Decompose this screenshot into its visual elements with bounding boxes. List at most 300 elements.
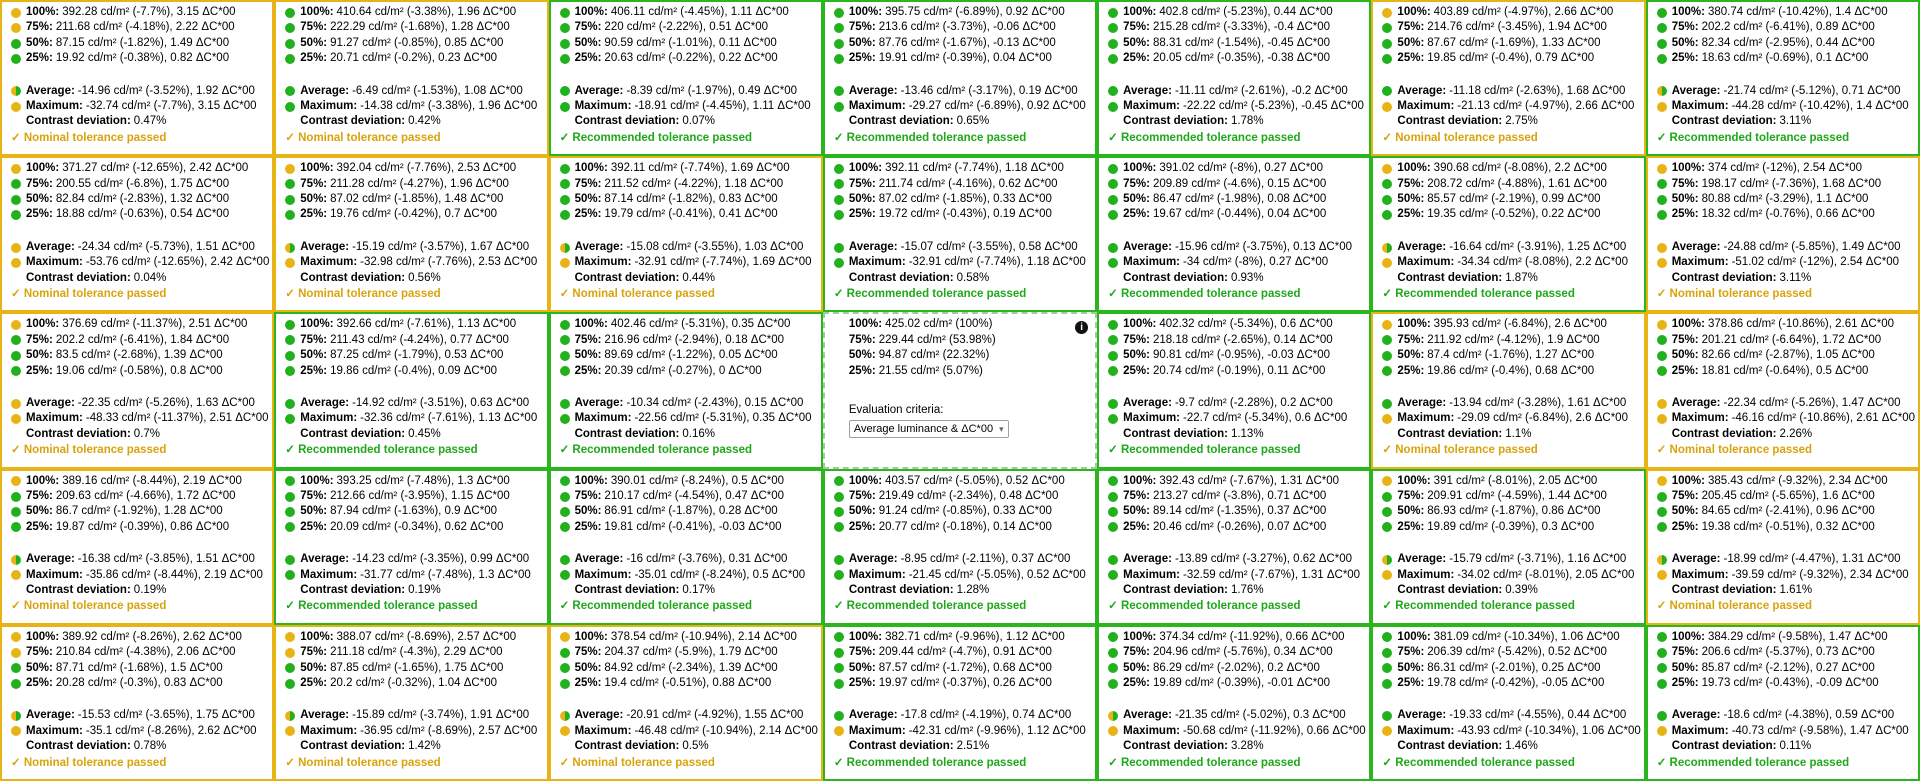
- status-dot-icon: [560, 195, 570, 205]
- status-dot-icon: [834, 195, 844, 205]
- blank-dot-icon: [11, 742, 21, 752]
- status-dot-icon: [560, 476, 570, 486]
- level-p100-row: [285, 5, 537, 20]
- maximum-row: [560, 411, 812, 426]
- level-value: 389.92 cd/m² (-8.26%), 2.62 ΔC*00: [62, 630, 242, 643]
- average-label: Average:: [574, 240, 624, 253]
- tolerance-status: ✓ Recommended tolerance passed: [1108, 600, 1301, 613]
- level-p100-row: [1108, 5, 1360, 20]
- level-p75-row: [834, 177, 1086, 192]
- contrast-row: [1657, 271, 1909, 286]
- maximum-label: Maximum:: [1397, 568, 1455, 581]
- average-label: Average:: [574, 709, 624, 722]
- level-p50-row: [11, 661, 263, 676]
- level-value: 392.66 cd/m² (-7.61%), 1.13 ΔC*00: [336, 318, 517, 331]
- level-p25-row: [1382, 520, 1634, 535]
- level-p75-row: [1382, 333, 1634, 348]
- level-label: 25%:: [574, 364, 602, 377]
- level-label: 100%:: [300, 630, 334, 643]
- maximum-label: Maximum:: [1123, 100, 1181, 113]
- level-value: 87.71 cd/m² (-1.68%), 1.5 ΔC*00: [55, 661, 223, 674]
- average-value: -8.95 cd/m² (-2.11%), 0.37 ΔC*00: [900, 553, 1071, 566]
- maximum-value: -50.68 cd/m² (-11.92%), 0.66 ΔC*00: [1183, 724, 1366, 737]
- spacer: [11, 223, 263, 240]
- status-dot-icon: [285, 663, 295, 673]
- level-value: 216.96 cd/m² (-2.94%), 0.18 ΔC*00: [604, 333, 785, 346]
- maximum-value: -22.56 cd/m² (-5.31%), 0.35 ΔC*00: [634, 412, 812, 425]
- maximum-value: -35.1 cd/m² (-8.26%), 2.62 ΔC*00: [85, 724, 257, 737]
- average-label: Average:: [848, 240, 898, 253]
- status-dot-icon: [1382, 210, 1392, 220]
- maximum-label: Maximum:: [26, 256, 83, 269]
- measurement-patch: [274, 469, 548, 625]
- level-label: 25%:: [848, 364, 876, 377]
- status-dot-icon: [1657, 648, 1667, 658]
- level-value: 206.6 cd/m² (-5.37%), 0.73 ΔC*00: [1701, 646, 1875, 659]
- tolerance-status: ✓ Recommended tolerance passed: [1108, 444, 1301, 457]
- status-dot-icon: [11, 86, 21, 96]
- maximum-label: Maximum:: [1671, 412, 1729, 425]
- level-p25-row: [1657, 364, 1909, 379]
- measurement-patch: [1646, 469, 1920, 625]
- level-label: 25%:: [1671, 676, 1699, 689]
- contrast-row: [1657, 114, 1909, 129]
- level-p25-row: [1108, 520, 1360, 535]
- level-value: 87.15 cd/m² (-1.82%), 1.49 ΔC*00: [55, 36, 230, 49]
- contrast-value: 0.47%: [133, 115, 167, 128]
- status-dot-icon: [1382, 399, 1392, 409]
- level-value: 218.18 cd/m² (-2.65%), 0.14 ΔC*00: [1153, 333, 1333, 346]
- status-dot-icon: [1657, 399, 1667, 409]
- level-label: 25%:: [1123, 52, 1150, 65]
- level-label: 100%:: [1123, 162, 1157, 175]
- status-dot-icon: [1382, 711, 1392, 721]
- average-row: [834, 84, 1086, 99]
- spacer: [11, 691, 263, 708]
- level-label: 50%:: [574, 505, 602, 518]
- status-dot-icon: [1657, 663, 1667, 673]
- level-label: 100%:: [1671, 474, 1705, 487]
- maximum-value: -32.74 cd/m² (-7.7%), 3.15 ΔC*00: [85, 100, 257, 113]
- tolerance-status: ✓ Recommended tolerance passed: [559, 131, 752, 144]
- level-p100-row: [1108, 161, 1360, 176]
- average-row: [1657, 84, 1909, 99]
- level-value: 211.68 cd/m² (-4.18%), 2.22 ΔC*00: [55, 21, 235, 34]
- status-dot-icon: [1382, 726, 1392, 736]
- level-value: 87.14 cd/m² (-1.82%), 0.83 ΔC*00: [604, 193, 778, 205]
- measurement-patch: [1371, 0, 1645, 156]
- maximum-label: Maximum:: [26, 412, 83, 425]
- contrast-label: Contrast deviation:: [574, 427, 680, 440]
- level-p25-row: [560, 364, 812, 379]
- status-dot-icon: [560, 492, 570, 502]
- average-value: -15.53 cd/m² (-3.65%), 1.75 ΔC*00: [77, 709, 255, 722]
- level-value: 403.57 cd/m² (-5.05%), 0.52 ΔC*00: [885, 474, 1065, 487]
- contrast-value: 1.28%: [956, 584, 990, 596]
- level-value: 90.81 cd/m² (-0.95%), -0.03 ΔC*00: [1153, 349, 1331, 362]
- status-dot-icon: [560, 507, 570, 517]
- status-dot-icon: [285, 399, 295, 409]
- level-p75-row: [560, 645, 812, 660]
- status-dot-icon: [285, 258, 295, 268]
- maximum-label: Maximum:: [300, 568, 358, 581]
- level-p100-row: [285, 161, 537, 176]
- average-row: [285, 396, 537, 411]
- level-value: 390.68 cd/m² (-8.08%), 2.2 ΔC*00: [1433, 162, 1607, 175]
- maximum-value: -34 cd/m² (-8%), 0.27 ΔC*00: [1183, 256, 1329, 269]
- level-label: 75%:: [1671, 333, 1699, 346]
- status-dot-icon: [1657, 679, 1667, 689]
- status-dot-icon: [834, 102, 844, 112]
- status-dot-icon: [1657, 8, 1667, 18]
- status-dot-icon: [11, 570, 21, 580]
- maximum-value: -36.95 cd/m² (-8.69%), 2.57 ΔC*00: [360, 724, 538, 737]
- contrast-row: [1657, 739, 1909, 754]
- level-value: 210.84 cd/m² (-4.38%), 2.06 ΔC*00: [55, 646, 236, 659]
- status-dot-icon: [1382, 351, 1392, 361]
- status-dot-icon: [11, 210, 21, 220]
- level-label: 25%:: [26, 520, 53, 533]
- level-value: 87.85 cd/m² (-1.65%), 1.75 ΔC*00: [330, 661, 504, 674]
- status-dot-icon: [1382, 86, 1392, 96]
- tolerance-status: ✓ Nominal tolerance passed: [11, 756, 167, 769]
- level-p100-row: [1382, 630, 1634, 645]
- contrast-row: [834, 739, 1086, 754]
- spacer: [834, 223, 1086, 240]
- status-dot-icon: [834, 39, 844, 49]
- level-p75-row: [1657, 177, 1909, 192]
- status-dot-icon: [285, 335, 295, 345]
- spacer: [560, 223, 812, 240]
- level-p75-row: [1382, 489, 1634, 504]
- measurement-patch: [1371, 156, 1645, 312]
- level-p50-row: [285, 661, 537, 676]
- level-label: 75%:: [848, 646, 876, 659]
- status-dot-icon: [11, 507, 21, 517]
- status-dot-icon: [11, 195, 21, 205]
- level-label: 25%:: [574, 520, 602, 533]
- level-label: 100%:: [26, 6, 60, 18]
- average-value: -15.07 cd/m² (-3.55%), 0.58 ΔC*00: [900, 240, 1078, 253]
- level-label: 25%:: [574, 208, 602, 221]
- spacer: [11, 535, 263, 552]
- level-p25-row: [1382, 364, 1634, 379]
- measurement-patch: [1646, 312, 1920, 468]
- level-value: 19.81 cd/m² (-0.41%), -0.03 ΔC*00: [604, 520, 782, 533]
- blank-dot-icon: [285, 742, 295, 752]
- level-label: 100%:: [574, 318, 608, 331]
- contrast-label: Contrast deviation:: [26, 427, 131, 440]
- average-row: [1657, 708, 1909, 723]
- level-p50-row: [1108, 661, 1360, 676]
- average-row: [1108, 552, 1360, 567]
- status-dot-icon: [560, 366, 570, 376]
- status-dot-icon: [1108, 54, 1118, 64]
- status-dot-icon: [1382, 8, 1392, 18]
- spacer: [560, 535, 812, 552]
- status-dot-icon: [834, 726, 844, 736]
- level-label: 25%:: [1123, 364, 1150, 377]
- level-label: 75%:: [26, 21, 53, 34]
- contrast-value: 3.11%: [1779, 115, 1812, 128]
- level-label: 100%:: [1397, 162, 1431, 175]
- reference-p100-row: [834, 317, 1086, 332]
- level-p25-row: [834, 676, 1086, 691]
- status-dot-icon: [285, 414, 295, 424]
- level-p25-row: [1382, 51, 1634, 66]
- maximum-row: [560, 568, 812, 583]
- measurement-patch: [274, 0, 548, 156]
- status-dot-icon: [1657, 476, 1667, 486]
- level-label: 50%:: [1123, 661, 1150, 674]
- status-dot-icon: [1108, 179, 1118, 189]
- contrast-row: [285, 427, 537, 442]
- contrast-value: 0.19%: [133, 584, 167, 596]
- status-dot-icon: [560, 522, 570, 532]
- level-p50-row: [285, 348, 537, 363]
- level-label: 75%:: [848, 333, 876, 346]
- contrast-value: 3.11%: [1779, 271, 1812, 284]
- tolerance-status: ✓ Nominal tolerance passed: [1382, 131, 1538, 144]
- contrast-value: 2.75%: [1505, 115, 1538, 128]
- average-row: [1657, 240, 1909, 255]
- reference-value: 94.87 cd/m² (22.32%): [878, 349, 990, 362]
- average-label: Average:: [1671, 709, 1721, 722]
- level-label: 100%:: [1397, 474, 1431, 487]
- contrast-row: [11, 114, 263, 129]
- contrast-row: [560, 114, 812, 129]
- level-value: 208.72 cd/m² (-4.88%), 1.61 ΔC*00: [1427, 177, 1607, 190]
- spacer: [1108, 379, 1360, 396]
- status-dot-icon: [834, 570, 844, 580]
- tolerance-status: ✓ Recommended tolerance passed: [559, 600, 752, 613]
- maximum-label: Maximum:: [300, 100, 358, 113]
- status-dot-icon: [1382, 679, 1392, 689]
- average-value: -16.38 cd/m² (-3.85%), 1.51 ΔC*00: [77, 553, 255, 566]
- level-label: 25%:: [26, 208, 53, 221]
- average-label: Average:: [1671, 240, 1721, 253]
- level-label: 50%:: [1123, 193, 1150, 205]
- level-value: 212.66 cd/m² (-3.95%), 1.15 ΔC*00: [330, 489, 510, 502]
- measurement-patch: [823, 469, 1097, 625]
- average-value: -16 cd/m² (-3.76%), 0.31 ΔC*00: [626, 553, 788, 566]
- status-dot-icon: [834, 648, 844, 658]
- level-p25-row: [1657, 51, 1909, 66]
- status-dot-icon: [285, 507, 295, 517]
- level-label: 50%:: [1397, 36, 1425, 49]
- maximum-row: [1657, 568, 1909, 583]
- maximum-label: Maximum:: [1671, 100, 1729, 113]
- level-p50-row: [560, 348, 812, 363]
- contrast-row: [834, 583, 1086, 598]
- level-value: 82.34 cd/m² (-2.95%), 0.44 ΔC*00: [1701, 36, 1875, 49]
- status-dot-icon: [834, 210, 844, 220]
- average-value: -13.89 cd/m² (-3.27%), 0.62 ΔC*00: [1174, 553, 1353, 566]
- average-row: [285, 708, 537, 723]
- level-label: 25%:: [1671, 208, 1699, 221]
- level-label: 75%:: [300, 21, 328, 34]
- contrast-row: [285, 271, 537, 286]
- maximum-row: [834, 568, 1086, 583]
- status-dot-icon: [285, 711, 295, 721]
- status-dot-icon: [1657, 711, 1667, 721]
- level-p25-row: [1382, 676, 1634, 691]
- status-dot-icon: [560, 23, 570, 33]
- level-label: 100%:: [1123, 318, 1157, 331]
- level-p100-row: [1657, 5, 1909, 20]
- status-dot-icon: [1657, 210, 1667, 220]
- level-p25-row: [11, 51, 263, 66]
- level-p25-row: [560, 520, 812, 535]
- level-label: 75%:: [574, 646, 602, 659]
- level-value: 210.17 cd/m² (-4.54%), 0.47 ΔC*00: [604, 489, 785, 502]
- status-dot-icon: [1108, 23, 1118, 33]
- spacer: [1382, 67, 1634, 84]
- level-value: 395.75 cd/m² (-6.89%), 0.92 ΔC*00: [885, 6, 1065, 18]
- level-p75-row: [11, 645, 263, 660]
- level-value: 388.07 cd/m² (-8.69%), 2.57 ΔC*00: [336, 630, 517, 643]
- average-label: Average:: [574, 397, 624, 409]
- level-value: 204.37 cd/m² (-5.9%), 1.79 ΔC*00: [604, 646, 778, 659]
- level-p75-row: [560, 333, 812, 348]
- maximum-value: -21.13 cd/m² (-4.97%), 2.66 ΔC*00: [1457, 100, 1635, 113]
- contrast-label: Contrast deviation:: [1671, 427, 1777, 440]
- level-p75-row: [1382, 177, 1634, 192]
- contrast-value: 1.76%: [1230, 584, 1264, 596]
- level-p100-row: [834, 474, 1086, 489]
- average-value: -17.8 cd/m² (-4.19%), 0.74 ΔC*00: [900, 709, 1072, 722]
- status-dot-icon: [1657, 351, 1667, 361]
- status-dot-icon: [1108, 351, 1118, 361]
- level-value: 86.7 cd/m² (-1.92%), 1.28 ΔC*00: [55, 505, 223, 518]
- measurement-patch: [0, 312, 274, 468]
- level-label: 25%:: [300, 52, 328, 65]
- contrast-label: Contrast deviation:: [26, 115, 131, 128]
- level-label: 50%:: [1123, 349, 1150, 362]
- contrast-value: 1.42%: [408, 740, 441, 753]
- maximum-label: Maximum:: [26, 100, 83, 113]
- level-p50-row: [11, 348, 263, 363]
- status-dot-icon: [11, 679, 21, 689]
- level-label: 50%:: [1397, 661, 1425, 674]
- measurement-patch: [1646, 0, 1920, 156]
- average-label: Average:: [574, 553, 624, 566]
- level-label: 25%:: [1123, 520, 1150, 533]
- status-dot-icon: [1382, 663, 1392, 673]
- level-value: 381.09 cd/m² (-10.34%), 1.06 ΔC*00: [1433, 630, 1620, 643]
- contrast-label: Contrast deviation:: [1123, 115, 1228, 128]
- average-row: [285, 84, 537, 99]
- spacer: [1108, 535, 1360, 552]
- level-value: 88.31 cd/m² (-1.54%), -0.45 ΔC*00: [1153, 36, 1331, 49]
- level-value: 19.89 cd/m² (-0.39%), 0.3 ΔC*00: [1427, 520, 1595, 533]
- measurement-patch: [0, 0, 274, 156]
- level-label: 25%:: [1397, 676, 1425, 689]
- level-value: 19.67 cd/m² (-0.44%), 0.04 ΔC*00: [1153, 208, 1327, 221]
- status-dot-icon: [1108, 210, 1118, 220]
- level-label: 50%:: [1671, 349, 1699, 362]
- average-row: [1108, 240, 1360, 255]
- maximum-label: Maximum:: [300, 256, 358, 269]
- level-p50-row: [1382, 504, 1634, 519]
- level-p50-row: [560, 504, 812, 519]
- level-label: 75%:: [574, 177, 602, 190]
- contrast-value: 0.11%: [1779, 740, 1812, 753]
- level-value: 87.67 cd/m² (-1.69%), 1.33 ΔC*00: [1427, 36, 1601, 49]
- level-p50-row: [1108, 348, 1360, 363]
- spacer: [834, 691, 1086, 708]
- status-dot-icon: [11, 414, 21, 424]
- contrast-label: Contrast deviation:: [26, 271, 131, 284]
- info-icon[interactable]: i: [1075, 321, 1088, 334]
- level-p75-row: [285, 20, 537, 35]
- status-dot-icon: [560, 86, 570, 96]
- level-label: 75%:: [26, 646, 53, 659]
- level-value: 204.96 cd/m² (-5.76%), 0.34 ΔC*00: [1153, 646, 1333, 659]
- average-value: -24.34 cd/m² (-5.73%), 1.51 ΔC*00: [77, 240, 255, 253]
- level-label: 25%:: [574, 52, 602, 65]
- status-dot-icon: [834, 54, 844, 64]
- level-value: 19.73 cd/m² (-0.43%), -0.09 ΔC*00: [1701, 676, 1879, 689]
- tolerance-status: ✓ Recommended tolerance passed: [1108, 288, 1301, 301]
- contrast-row: [1657, 583, 1909, 598]
- level-value: 83.5 cd/m² (-2.68%), 1.39 ΔC*00: [55, 349, 223, 362]
- maximum-row: [1382, 724, 1641, 739]
- status-dot-icon: [11, 632, 21, 642]
- contrast-value: 0.93%: [1230, 271, 1264, 284]
- level-label: 25%:: [1671, 520, 1699, 533]
- spacer: [1108, 691, 1360, 708]
- level-label: 75%:: [300, 333, 328, 346]
- criteria-select[interactable]: [849, 420, 1009, 438]
- maximum-value: -32.91 cd/m² (-7.74%), 1.18 ΔC*00: [908, 256, 1086, 269]
- level-value: 392.43 cd/m² (-7.67%), 1.31 ΔC*00: [1159, 474, 1340, 487]
- level-value: 86.29 cd/m² (-2.02%), 0.2 ΔC*00: [1153, 661, 1320, 674]
- level-p75-row: [11, 177, 263, 192]
- level-value: 220 cd/m² (-2.22%), 0.51 ΔC*00: [604, 21, 769, 34]
- maximum-label: Maximum:: [574, 412, 632, 425]
- level-p100-row: [1657, 317, 1909, 332]
- tolerance-status: ✓ Recommended tolerance passed: [1108, 131, 1301, 144]
- level-value: 211.18 cd/m² (-4.3%), 2.29 ΔC*00: [330, 646, 503, 659]
- contrast-value: 1.87%: [1505, 271, 1538, 284]
- level-value: 380.74 cd/m² (-10.42%), 1.4 ΔC*00: [1707, 6, 1888, 18]
- average-row: [560, 84, 812, 99]
- reference-patch: [823, 312, 1097, 468]
- level-p50-row: [11, 504, 263, 519]
- level-p75-row: [1382, 20, 1634, 35]
- maximum-label: Maximum:: [1397, 100, 1455, 113]
- maximum-label: Maximum:: [574, 100, 632, 113]
- status-dot-icon: [1382, 335, 1392, 345]
- blank-dot-icon: [834, 742, 844, 752]
- average-value: -15.89 cd/m² (-3.74%), 1.91 ΔC*00: [352, 709, 530, 722]
- level-label: 50%:: [300, 193, 328, 205]
- level-value: 87.02 cd/m² (-1.85%), 1.48 ΔC*00: [330, 193, 504, 205]
- tolerance-status: ✓ Recommended tolerance passed: [1108, 756, 1301, 769]
- level-p100-row: [1108, 474, 1360, 489]
- status-dot-icon: [834, 663, 844, 673]
- maximum-row: [1108, 568, 1360, 583]
- measurement-patch: [549, 469, 823, 625]
- level-value: 84.92 cd/m² (-2.34%), 1.39 ΔC*00: [604, 661, 778, 674]
- maximum-label: Maximum:: [574, 568, 632, 581]
- contrast-label: Contrast deviation:: [300, 427, 406, 440]
- contrast-row: [560, 583, 812, 598]
- measurement-patch: [1371, 312, 1645, 468]
- level-label: 100%:: [848, 318, 883, 331]
- status-dot-icon: [1108, 8, 1118, 18]
